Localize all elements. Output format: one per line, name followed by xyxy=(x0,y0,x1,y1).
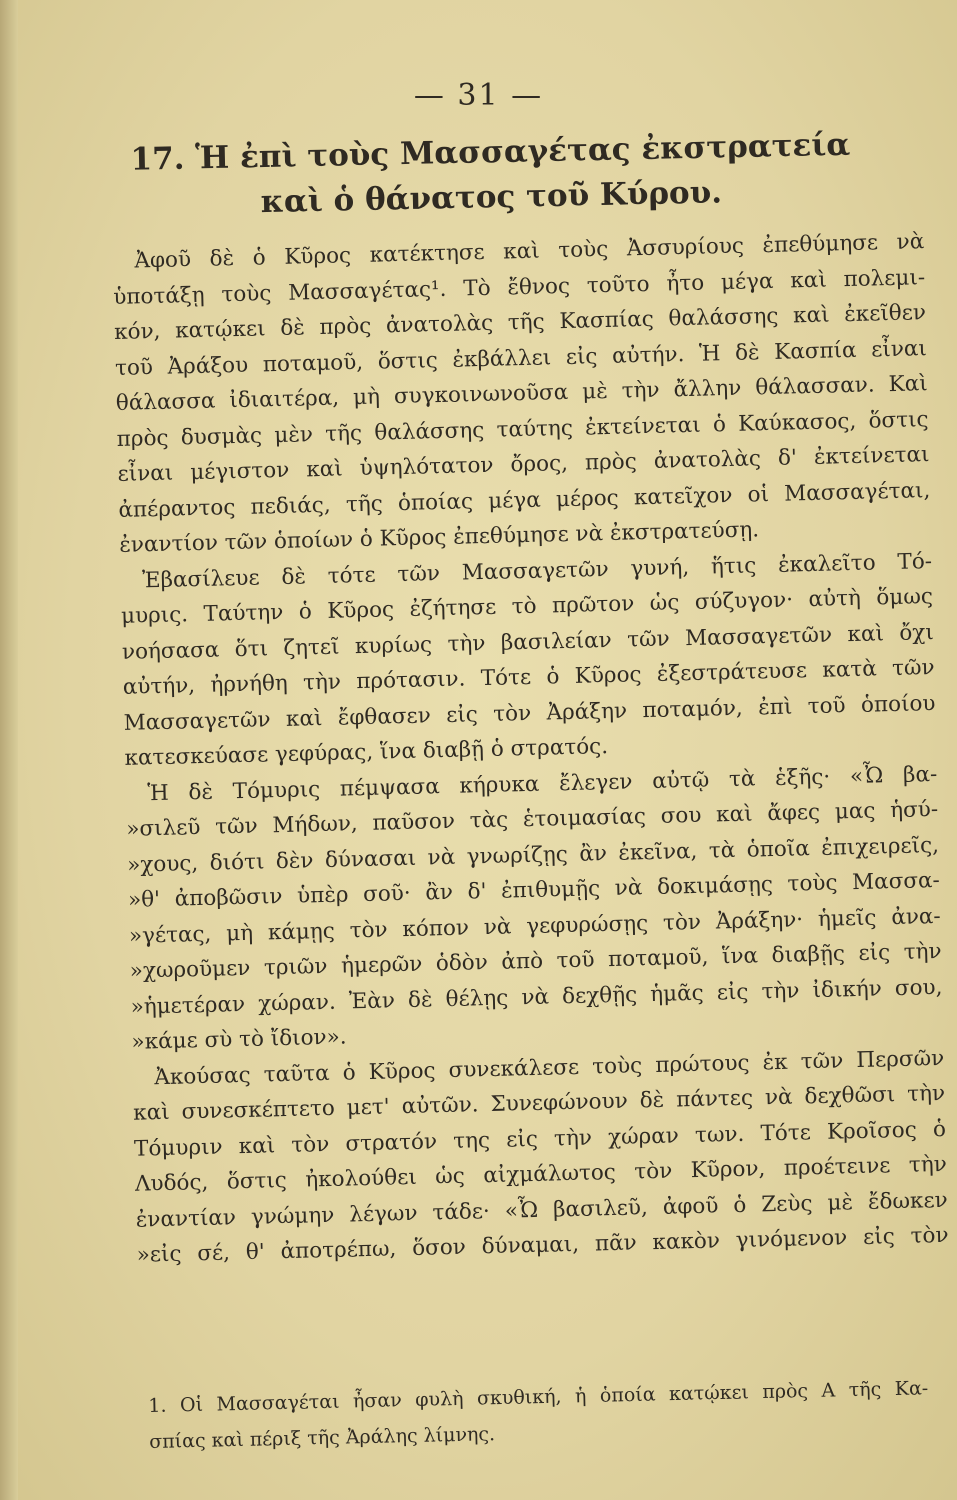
text-line: Ἀφοῦ δὲ ὁ Κῦρος κατέκτησε καὶ τοὺς Ἀσσυρίους ἐπεθύμησε νὰ xyxy=(134,229,925,274)
text-line: καὶ συνεσκέπτετο μετ' αὐτῶν. Συνεφώνουν δὲ πάντες νὰ δεχθῶσι τὴν xyxy=(132,1080,946,1126)
text-line: θάλασσα ἰδιαιτέρα, μὴ συγκοινωνοῦσα μὲ τὴν ἄλλην θάλασσαν. Καὶ xyxy=(115,371,928,416)
footnote-line-2: σπίας καὶ πέριξ τῆς Ἀράλης λίμνης. xyxy=(148,1423,496,1453)
chapter-title xyxy=(120,123,862,228)
body-text xyxy=(112,224,949,1273)
text-line: »εἰς σέ, θ' ἀποτρέπω, ὅσον δύναμαι, πᾶν κακὸν γινόμενον εἰς τὸν xyxy=(136,1222,949,1268)
text-line: Τόμυριν καὶ τὸν στρατόν της εἰς τὴν χώραν των. Τότε Κροῖσος ὁ xyxy=(133,1116,947,1162)
text-line: Ἡ δὲ Τόμυρις πέμψασα κήρυκα ἔλεγεν αὐτῷ τὰ ἑξῆς· «Ὦ βα- xyxy=(147,761,938,806)
text-line: »γέτας, μὴ κάμῃς τὸν κόπον νὰ γεφυρώσῃς τὸν Ἀράξην· ἡμεῖς ἀνα- xyxy=(128,903,941,949)
text-line: κόν, κατῴκει δὲ πρὸς ἀνατολὰς τῆς Κασπίας θαλάσσης καὶ ἐκεῖθεν xyxy=(113,300,927,345)
text-line: Λυδός, ὅστις ἠκολούθει ὡς αἰχμάλωτος τὸν Κῦρον, προέτεινε τὴν xyxy=(134,1151,948,1197)
text-line: »χους, διότι δὲν δύνασαι νὰ γνωρίζῃς ἂν ἐκεῖνα, τὰ ὁποῖα ἐπιχειρεῖς, xyxy=(126,832,940,878)
text-line: »θ' ἀποβῶσιν ὑπὲρ σοῦ· ἂν δ' ἐπιθυμῇς νὰ δοκιμάσῃς τοὺς Μασσα- xyxy=(127,867,941,913)
text-line: Ἐβασίλευε δὲ τότε τῶν Μασσαγετῶν γυνή, ἥτις ἐκαλεῖτο Τό- xyxy=(141,548,933,593)
footnote-line-1: 1. Οἱ Μασσαγέται ἦσαν φυλὴ σκυθική, ἡ ὁποία κατῴκει πρὸς Α τῆς Κα- xyxy=(148,1377,929,1417)
text-line: νοήσασα ὅτι ζητεῖ κυρίως τὴν βασιλείαν τῶν Μασσαγετῶν καὶ ὄχι xyxy=(121,619,935,665)
text-line: μυρις. Ταύτην ὁ Κῦρος ἐζήτησε τὸ πρῶτον ὡς σύζυγον· αὐτὴ ὅμως xyxy=(120,584,934,629)
text-line: »ἡμετέραν χώραν. Ἐὰν δὲ θέλῃς νὰ δεχθῇς ἡμᾶς εἰς τὴν ἰδικήν σου, xyxy=(130,974,943,1020)
text-line: ἀπέραντος πεδιάς, τῆς ὁποίας μέγα μέρος κατεῖχον οἱ Μασσαγέται, xyxy=(118,477,931,523)
text-line: »σιλεῦ τῶν Μήδων, παῦσον τὰς ἑτοιμασίας σου καὶ ἄφες μας ἡσύ- xyxy=(125,796,939,842)
text-line: αὐτήν, ἠρνήθη τὴν πρότασιν. Τότε ὁ Κῦρος ἐξεστράτευσε κατὰ τῶν xyxy=(122,655,935,700)
text-line: »κάμε σὺ τὸ ἴδιον». xyxy=(131,1024,347,1055)
footnote xyxy=(148,1370,929,1460)
text-line: Μασσαγετῶν καὶ ἔφθασεν εἰς τὸν Ἀράξην ποταμόν, ἐπὶ τοῦ ὁποίου xyxy=(123,690,936,736)
text-line: κατεσκεύασε γεφύρας, ἵνα διαβῇ ὁ στρατός. xyxy=(124,734,609,771)
text-line: τοῦ Ἀράξου ποταμοῦ, ὅστις ἐκβάλλει εἰς αὐτήν. Ἡ δὲ Κασπία εἶναι xyxy=(114,335,928,381)
chapter-title-line-1: 17. Ἡ ἐπὶ τοὺς Μασσαγέτας ἐκστρατεία xyxy=(130,126,851,178)
page-number: — 31 — xyxy=(413,78,544,113)
text-line: ἐναντίον τῶν ὁποίων ὁ Κῦρος ἐπεθύμησε νὰ ἐκστρατεύσῃ. xyxy=(119,517,760,558)
page-binding-edge xyxy=(0,0,18,1500)
chapter-title-line-2: καὶ ὁ θάνατος τοῦ Κύρου. xyxy=(260,174,723,221)
text-line: εἶναι μέγιστον καὶ ὑψηλότατον ὄρος, πρὸς ἀνατολὰς δ' ἐκτείνεται xyxy=(117,442,930,487)
text-line: Ἀκούσας ταῦτα ὁ Κῦρος συνεκάλεσε τοὺς πρώτους ἐκ τῶν Περσῶν xyxy=(154,1045,945,1090)
text-line: ἐναντίαν γνώμην λέγων τάδε· «Ὦ βασιλεῦ, ἀφοῦ ὁ Ζεὺς μὲ ἔδωκεν xyxy=(135,1187,948,1233)
text-line: ὑποτάξῃ τοὺς Μασσαγέτας¹. Τὸ ἔθνος τοῦτο ἦτο μέγα καὶ πολεμι- xyxy=(112,264,926,310)
text-line: πρὸς δυσμὰς μὲν τῆς θαλάσσης ταύτης ἐκτείνεται ὁ Καύκασος, ὅστις xyxy=(116,406,929,452)
text-line: »χωροῦμεν τριῶν ἡμερῶν ὁδὸν ἀπὸ τοῦ ποταμοῦ, ἵνα διαβῇς εἰς τὴν xyxy=(129,938,942,984)
